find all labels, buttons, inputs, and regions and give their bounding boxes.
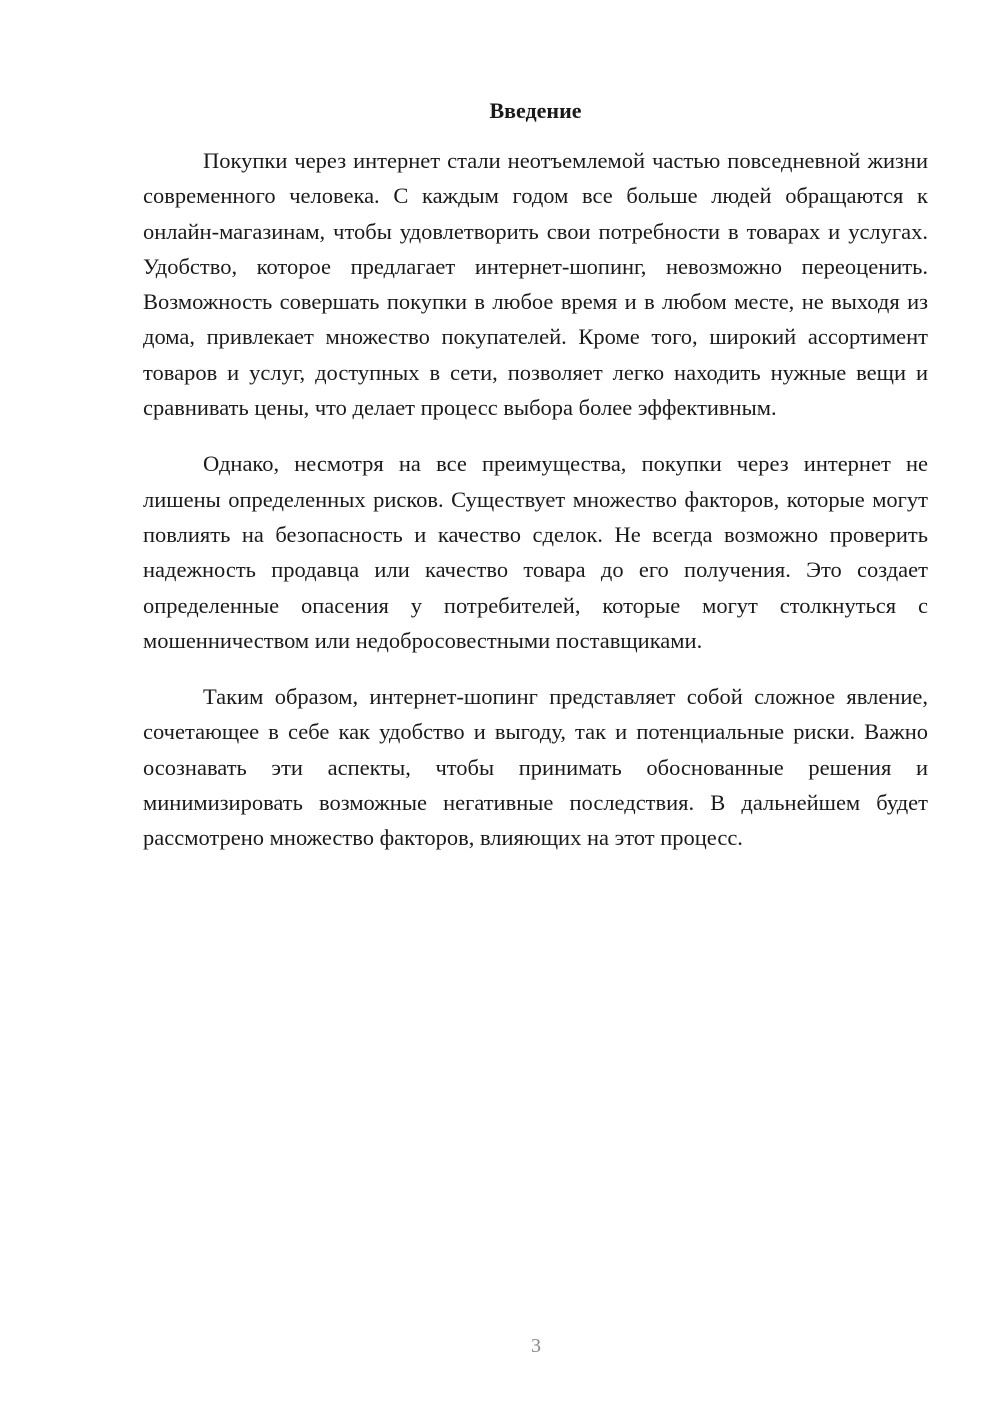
paragraph-1: Покупки через интернет стали неотъемлемой частью повседневной жизни современного человека. С каждым годом все больше людей обращаются к онлайн-магазинам, чтобы удовлетворить свои потребности в товарах и услугах. Удобство, которое предлагает интернет-шопинг, невозможно переоценить. Возможность совершать покупки в любое время и в любом месте, не выходя из дома, привлекает множество покупателей. Кроме того, широкий ассортимент товаров и услуг, доступных в сети, позволяет легко находить нужные вещи и сравнивать цены, что делает процесс выбора более эффективным. xyxy=(143,148,928,421)
section-title: Введение xyxy=(489,98,582,123)
page-number: 3 xyxy=(531,1335,541,1357)
paragraph-2: Однако, несмотря на все преимущества, покупки через интернет не лишены определенных рисков. Существует множество факторов, которые могут повлиять на безопасность и качество сделок. Не всегда возможно проверить надежность продавца или качество товара до его получения. Это создает определенные опасения у потребителей, которые могут столкнуться с мошенничеством или недобросовестными поставщиками. xyxy=(143,451,928,653)
section-body xyxy=(143,143,928,856)
paragraph-3: Таким образом, интернет-шопинг представляет собой сложное явление, сочетающее в себе как удобство и выгоду, так и потенциальные риски. Важно осознавать эти аспекты, чтобы принимать обоснованные решения и минимизировать возможные негативные последствия. В дальнейшем будет рассмотрено множество факторов, влияющих на этот процесс. xyxy=(143,684,928,851)
